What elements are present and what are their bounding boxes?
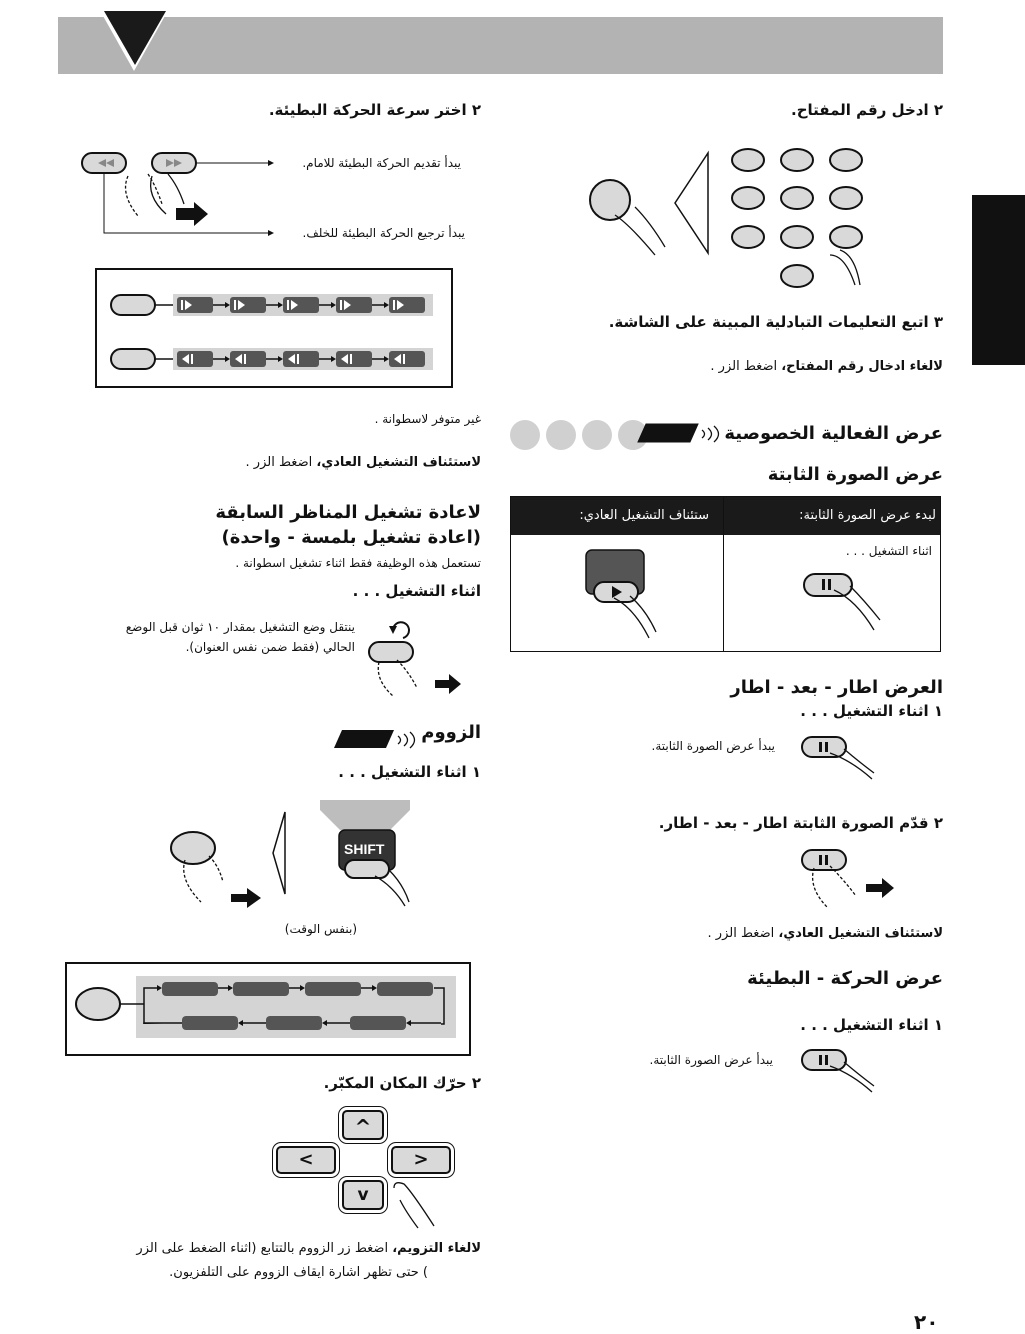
table-head-resume: ستئناف التشغيل العادي: — [511, 497, 723, 535]
table-cell-during: اثناء التشغيل . . . — [845, 544, 932, 558]
side-tab — [972, 195, 1025, 365]
zoom-cancel-line2: ) حتى تظهر اشارة ايقاف الزووم على التلفزيون. — [169, 1265, 428, 1280]
zoom-step1: ١ اثناء التشغيل . . . — [338, 763, 481, 781]
key-cancel-rest: اضغط الزر . — [710, 359, 782, 374]
slow-speed-buttons — [80, 148, 280, 243]
table-head-start: لبدء عرض الصورة الثابتة: — [724, 497, 940, 535]
replay-during: اثناء التشغيل . . . — [352, 582, 481, 600]
remote-icon — [632, 420, 722, 450]
reverse-caption: يبدأ ترجيع الحركة البطيئة للخلف. — [302, 226, 465, 240]
speed-step-bar — [393, 300, 395, 310]
replay-button-illustration — [365, 618, 465, 703]
frame-step1: ١ اثناء التشغيل . . . — [800, 702, 943, 720]
nav-left-button[interactable]: < — [276, 1146, 336, 1174]
speed-step-bar — [403, 354, 405, 364]
frame-resume-rest: اضغط الزر . — [707, 926, 779, 941]
replay-title2: (اعادة تشغيل بلمسة - واحدة) — [221, 527, 481, 548]
section-dots — [508, 418, 648, 452]
frame-step2: ٢ قدّم الصورة الثابتة اطار - بعد - اطار. — [658, 814, 943, 832]
slow-step1: ١ اثناء التشغيل . . . — [800, 1016, 943, 1034]
speed-step-bar — [234, 300, 236, 310]
table-divider — [723, 497, 724, 651]
slow-cap1: يبدأ عرض الصورة الثابتة. — [649, 1053, 773, 1067]
header-triangle-icon — [58, 5, 178, 77]
still-title: عرض الصورة الثابتة — [767, 464, 943, 485]
nav-up-button[interactable]: ^ — [342, 1110, 384, 1140]
zoom-press-illustration — [165, 798, 425, 918]
nav-right-button[interactable]: > — [391, 1146, 451, 1174]
replay-note: تستعمل هذه الوظيفة فقط اثناء تشغيل اسطوانة . — [235, 556, 481, 570]
speed-step-bar — [287, 300, 289, 310]
play-button-illustration — [578, 548, 668, 643]
resume-bold: لاستئناف التشغيل العادي، — [316, 455, 481, 470]
slow-title: عرض الحركة - البطيئة — [747, 968, 943, 989]
speed-step-bar — [340, 300, 342, 310]
nav-down-button[interactable]: v — [342, 1180, 384, 1210]
key-cancel-line — [710, 359, 943, 374]
speed-step2: ٢ اختر سرعة الحركة البطيئة. — [268, 101, 481, 119]
nav-finger-icon — [392, 1180, 442, 1230]
zoom-remote-icon — [328, 726, 418, 756]
resume-rest: اضغط الزر . — [245, 455, 317, 470]
replay-cap2: الحالي (فقط ضمن نفس العنوان). — [185, 640, 355, 654]
key-step2: ٢ ادخل رقم المفتاح. — [791, 101, 943, 119]
pause-button-illustration — [802, 570, 892, 645]
forward-caption: يبدأ تقديم الحركة البطيئة للامام. — [302, 156, 461, 170]
shift-label: SHIFT — [344, 841, 385, 857]
zoom-title: الزووم — [421, 722, 481, 743]
replay-cap1: ينتقل وضع التشغيل بمقدار ١٠ ثوان قبل الوضع — [125, 620, 355, 634]
zoom-step2: ٢ حرّك المكان المكبّر. — [323, 1074, 481, 1092]
speed-step-bar — [350, 354, 352, 364]
simultaneous-caption: (بنفس الوقت) — [284, 922, 357, 936]
frame-resume-bold: لاستئناف التشغيل العادي، — [778, 926, 943, 941]
frame-cap1: يبدأ عرض الصورة الثابتة. — [651, 739, 775, 753]
key-cancel-bold: لالغاء ادخال رقم المفتاح، — [781, 359, 943, 374]
speed-step-bar — [191, 354, 193, 364]
forward-button — [111, 295, 155, 315]
pause-illustration-2 — [800, 848, 900, 913]
speed-steps-diagram — [97, 270, 449, 384]
header-bar — [58, 17, 943, 74]
frame-title: العرض اطار - بعد - اطار — [730, 677, 943, 698]
zoom-cancel-bold: لالغاء التزويم، — [392, 1241, 481, 1256]
frame-resume-line — [708, 926, 943, 941]
speed-step-bar — [181, 300, 183, 310]
reverse-button — [111, 349, 155, 369]
key-step3: ٣ اتبع التعليمات التبادلية المبينة على الشاشة. — [608, 313, 943, 331]
not-available: غير متوفر لاسطوانة . — [374, 412, 481, 426]
replay-title1: لاعادة تشغيل المناظر السابقة — [215, 502, 481, 523]
speed-step-bar — [297, 354, 299, 364]
speed-step-bar — [244, 354, 246, 364]
keypad-illustration — [580, 145, 870, 295]
pause-illustration-3 — [800, 1048, 890, 1093]
special-title: عرض الفعالية الخصوصية — [724, 423, 943, 444]
zoom-steps-diagram — [67, 964, 467, 1052]
zoom-cancel-line — [136, 1241, 481, 1256]
page-number: ٢٠ — [914, 1310, 939, 1334]
zoom-cancel-rest: اضغط زر الزووم بالتتابع (اثناء الضغط على الزر — [136, 1241, 393, 1256]
resume-line — [246, 455, 481, 470]
pause-illustration-1 — [800, 735, 890, 780]
